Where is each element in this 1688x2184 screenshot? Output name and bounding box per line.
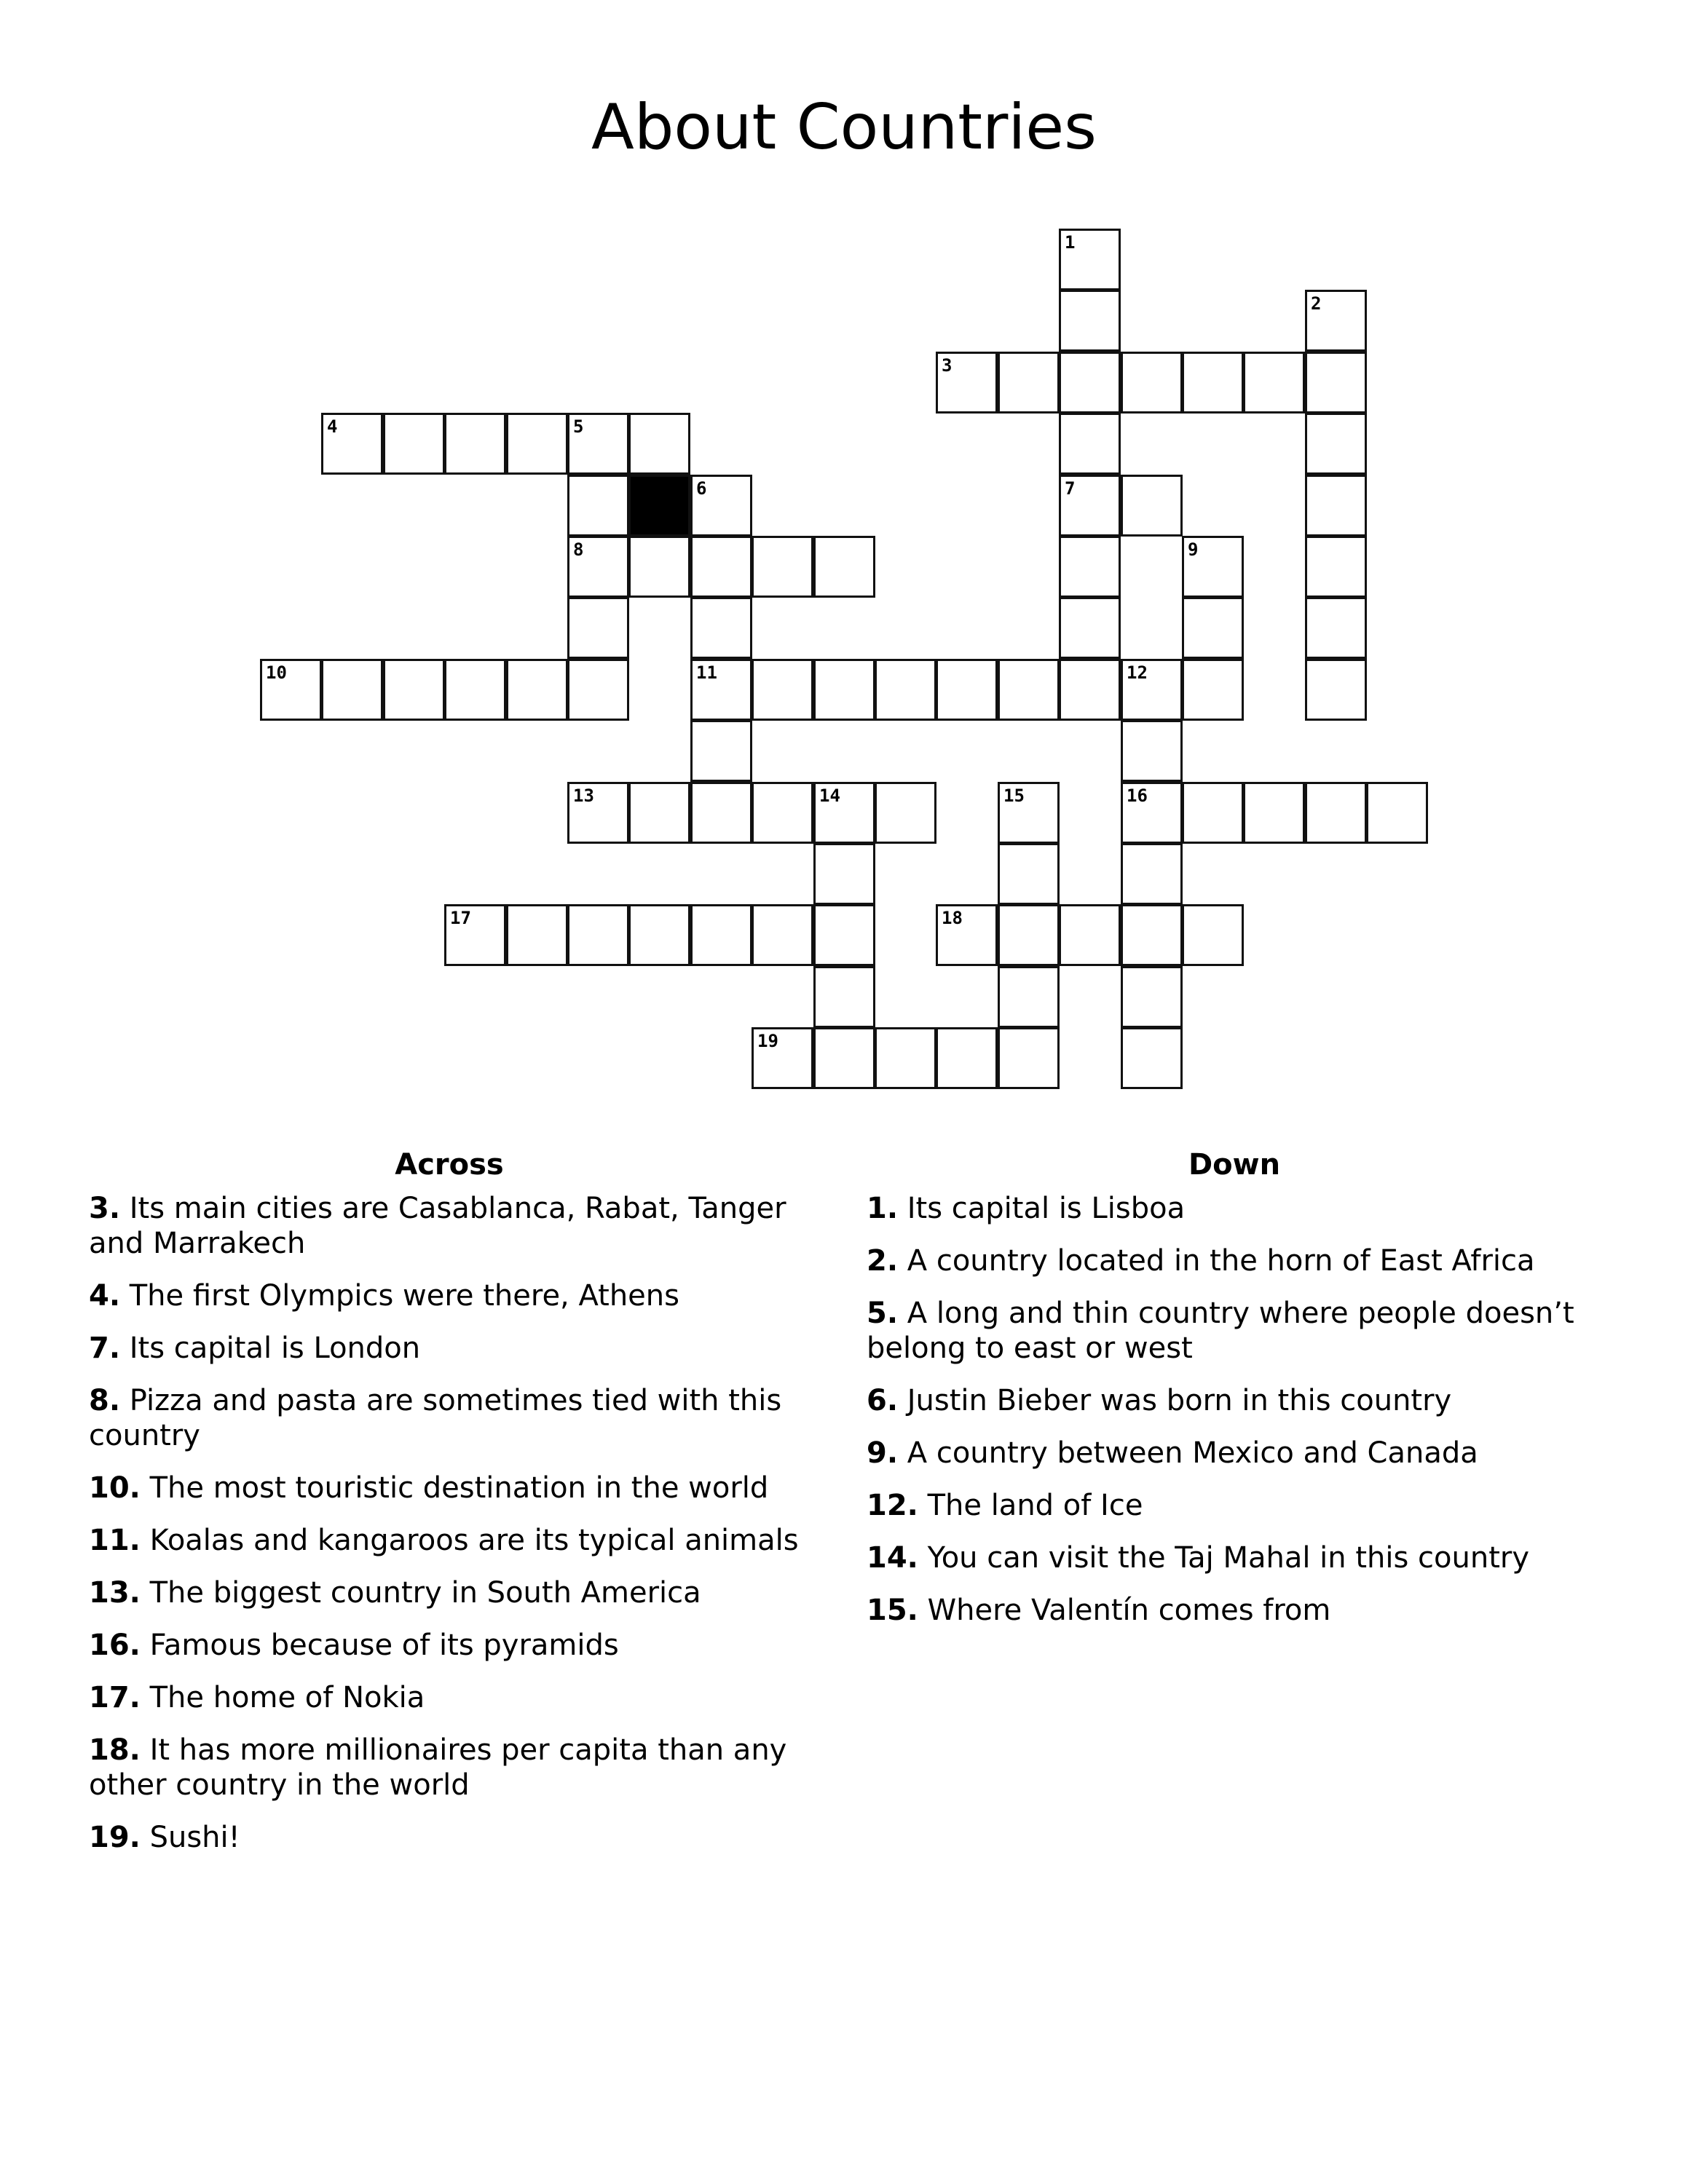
clue-text: A long and thin country where people doesn’t belong to east or west <box>867 1297 1574 1365</box>
clue-number: 8 <box>573 539 584 560</box>
grid-cell[interactable] <box>628 536 690 598</box>
clue-number: 5. <box>867 1297 899 1330</box>
clue-number: 14. <box>867 1541 918 1575</box>
across-clue <box>89 1628 810 1663</box>
clue-text: The home of Nokia <box>149 1681 425 1714</box>
grid-cell[interactable] <box>444 413 506 475</box>
grid-cell[interactable] <box>1121 904 1183 966</box>
grid-cell[interactable] <box>813 843 875 905</box>
down-clue <box>867 1593 1602 1628</box>
across-clue <box>89 1680 810 1715</box>
grid-cell[interactable] <box>1059 904 1121 966</box>
clue-text: The most touristic destination in the world <box>149 1471 769 1505</box>
across-clue <box>89 1820 810 1855</box>
across-clue <box>89 1278 810 1313</box>
grid-cell[interactable] <box>813 782 875 844</box>
clue-number: 13. <box>89 1576 141 1610</box>
clue-number: 6 <box>696 478 707 499</box>
clue-text: The biggest country in South America <box>149 1576 701 1610</box>
down-clue <box>867 1540 1602 1575</box>
clue-number: 7 <box>1065 478 1076 499</box>
grid-cell[interactable] <box>1182 904 1244 966</box>
clue-number: 9. <box>867 1436 899 1470</box>
clue-text: Famous because of its pyramids <box>149 1629 619 1662</box>
clue-number: 11 <box>696 662 717 683</box>
across-clues <box>89 1143 810 1872</box>
clue-number: 16. <box>89 1629 141 1662</box>
down-clue <box>867 1191 1602 1226</box>
grid-cell[interactable] <box>383 659 445 721</box>
grid-cell[interactable] <box>1121 966 1183 1028</box>
clue-number: 19 <box>757 1031 778 1051</box>
grid-cell[interactable] <box>690 536 752 598</box>
grid-cell[interactable] <box>1059 659 1121 721</box>
grid-cell[interactable] <box>813 904 875 966</box>
grid-cell[interactable] <box>567 413 629 475</box>
grid-cell[interactable] <box>321 413 383 475</box>
across-clue-list <box>89 1191 810 1855</box>
clue-text: Where Valentín comes from <box>927 1594 1331 1627</box>
grid-cell[interactable] <box>321 659 383 721</box>
grid-cell[interactable] <box>936 904 998 966</box>
clue-number: 11. <box>89 1524 141 1557</box>
grid-cell[interactable] <box>1243 782 1305 844</box>
grid-cell[interactable] <box>383 413 445 475</box>
clue-text: Pizza and pasta are sometimes tied with this country <box>89 1384 782 1452</box>
across-clue <box>89 1471 810 1506</box>
clue-number: 3 <box>942 355 953 376</box>
down-clues <box>867 1143 1602 1645</box>
clue-text: Its main cities are Casablanca, Rabat, Tanger and Marrakech <box>89 1192 786 1260</box>
across-clue <box>89 1733 810 1803</box>
grid-cell[interactable] <box>936 659 998 721</box>
grid-cell[interactable] <box>875 659 936 721</box>
clue-number: 2. <box>867 1244 899 1278</box>
grid-cell[interactable] <box>506 904 568 966</box>
grid-cell[interactable] <box>1305 290 1367 352</box>
clue-text: Sushi! <box>149 1821 240 1854</box>
grid-cell[interactable] <box>936 352 998 414</box>
across-clue <box>89 1575 810 1610</box>
grid-cell[interactable] <box>690 475 752 537</box>
grid-cell[interactable] <box>1182 782 1244 844</box>
across-clue <box>89 1383 810 1453</box>
grid-cell[interactable] <box>1305 782 1367 844</box>
clue-number: 1 <box>1065 232 1076 253</box>
grid-cell[interactable] <box>998 659 1060 721</box>
grid-cell[interactable] <box>998 966 1060 1028</box>
clue-number: 18. <box>89 1733 141 1767</box>
grid-cell[interactable] <box>1366 782 1428 844</box>
clue-text: The land of Ice <box>927 1489 1143 1522</box>
puzzle-title: About Countries <box>591 91 1097 164</box>
grid-cell[interactable] <box>1121 843 1183 905</box>
clue-number: 18 <box>942 908 963 928</box>
clue-number: 6. <box>867 1384 899 1417</box>
down-clue-list <box>867 1191 1602 1628</box>
clue-text: Koalas and kangaroos are its typical animals <box>149 1524 799 1557</box>
grid-cell[interactable] <box>1121 720 1183 782</box>
clue-number: 8. <box>89 1384 121 1417</box>
grid-cell[interactable] <box>1121 659 1183 721</box>
clue-text: A country between Mexico and Canada <box>907 1436 1478 1470</box>
clue-number: 12. <box>867 1489 918 1522</box>
grid-cell[interactable] <box>690 659 752 721</box>
grid-cell[interactable] <box>690 904 752 966</box>
grid-cell[interactable] <box>998 843 1060 905</box>
grid-cell[interactable] <box>567 597 629 659</box>
grid-cell[interactable] <box>690 720 752 782</box>
grid-cell[interactable] <box>875 1027 936 1089</box>
grid-cell[interactable] <box>1121 475 1183 537</box>
across-clue <box>89 1523 810 1558</box>
grid-cell[interactable] <box>813 536 875 598</box>
grid-cell[interactable] <box>1182 659 1244 721</box>
grid-cell[interactable] <box>1305 536 1367 598</box>
across-clue <box>89 1191 810 1261</box>
grid-cell[interactable] <box>260 659 322 721</box>
clue-number: 16 <box>1127 786 1148 806</box>
grid-cell[interactable] <box>1243 352 1305 414</box>
clue-number: 15. <box>867 1594 918 1627</box>
grid-cell[interactable] <box>628 904 690 966</box>
grid-cell[interactable] <box>752 782 813 844</box>
grid-cell[interactable] <box>1305 352 1367 414</box>
clue-text: The first Olympics were there, Athens <box>129 1279 679 1313</box>
clue-number: 19. <box>89 1821 141 1854</box>
grid-cell[interactable] <box>752 659 813 721</box>
grid-cell[interactable] <box>875 782 936 844</box>
grid-cell[interactable] <box>567 536 629 598</box>
grid-cell[interactable] <box>813 1027 875 1089</box>
grid-block-cell <box>628 475 690 537</box>
clue-text: A country located in the horn of East Africa <box>907 1244 1535 1278</box>
grid-cell[interactable] <box>567 475 629 537</box>
grid-cell[interactable] <box>998 904 1060 966</box>
grid-cell[interactable] <box>998 1027 1060 1089</box>
down-clue <box>867 1488 1602 1523</box>
grid-cell[interactable] <box>752 904 813 966</box>
grid-cell[interactable] <box>1121 352 1183 414</box>
across-heading: Across <box>395 1148 504 1182</box>
grid-cell[interactable] <box>936 1027 998 1089</box>
grid-cell[interactable] <box>1059 229 1121 290</box>
down-clue <box>867 1296 1602 1366</box>
clue-number: 3. <box>89 1192 121 1225</box>
grid-cell[interactable] <box>813 659 875 721</box>
grid-cell[interactable] <box>567 782 629 844</box>
grid-cell[interactable] <box>1305 597 1367 659</box>
clue-text: Its capital is London <box>129 1332 421 1365</box>
clue-text: It has more millionaires per capita than any other country in the world <box>89 1733 787 1802</box>
clue-number: 15 <box>1003 786 1025 806</box>
grid-cell[interactable] <box>567 904 629 966</box>
grid-cell[interactable] <box>1059 352 1121 414</box>
down-clue <box>867 1436 1602 1471</box>
grid-cell[interactable] <box>1182 536 1244 598</box>
clue-text: Justin Bieber was born in this country <box>907 1384 1452 1417</box>
clue-number: 2 <box>1311 293 1322 314</box>
grid-cell[interactable] <box>1121 1027 1183 1089</box>
clue-number: 13 <box>573 786 594 806</box>
grid-cell[interactable] <box>998 352 1060 414</box>
grid-cell[interactable] <box>813 966 875 1028</box>
grid-cell[interactable] <box>628 782 690 844</box>
grid-cell[interactable] <box>1182 597 1244 659</box>
grid-cell[interactable] <box>1059 536 1121 598</box>
across-clue <box>89 1331 810 1366</box>
clue-number: 10 <box>266 662 287 683</box>
grid-cell[interactable] <box>1305 659 1367 721</box>
grid-cell[interactable] <box>690 782 752 844</box>
down-heading: Down <box>1188 1148 1281 1182</box>
grid-cell[interactable] <box>444 904 506 966</box>
clue-number: 4 <box>327 416 338 437</box>
grid-cell[interactable] <box>567 659 629 721</box>
grid-cell[interactable] <box>506 413 568 475</box>
clue-number: 9 <box>1188 539 1199 560</box>
clue-number: 4. <box>89 1279 121 1313</box>
grid-cell[interactable] <box>998 782 1060 844</box>
down-clue <box>867 1243 1602 1278</box>
grid-cell[interactable] <box>1182 352 1244 414</box>
clue-text: Its capital is Lisboa <box>907 1192 1186 1225</box>
grid-cell[interactable] <box>1059 290 1121 352</box>
grid-cell[interactable] <box>506 659 568 721</box>
grid-cell[interactable] <box>1059 413 1121 475</box>
grid-cell[interactable] <box>1059 597 1121 659</box>
grid-cell[interactable] <box>1305 475 1367 537</box>
clue-number: 17 <box>450 908 471 928</box>
grid-cell[interactable] <box>1305 413 1367 475</box>
grid-cell[interactable] <box>752 1027 813 1089</box>
grid-cell[interactable] <box>628 413 690 475</box>
down-clue <box>867 1383 1602 1418</box>
grid-cell[interactable] <box>752 536 813 598</box>
grid-cell[interactable] <box>1059 475 1121 537</box>
grid-cell[interactable] <box>690 597 752 659</box>
clue-number: 10. <box>89 1471 141 1505</box>
clue-text: You can visit the Taj Mahal in this country <box>927 1541 1530 1575</box>
grid-cell[interactable] <box>444 659 506 721</box>
clue-number: 5 <box>573 416 584 437</box>
clue-number: 12 <box>1127 662 1148 683</box>
clue-number: 17. <box>89 1681 141 1714</box>
clue-number: 7. <box>89 1332 121 1365</box>
grid-cell[interactable] <box>1121 782 1183 844</box>
clue-number: 14 <box>819 786 840 806</box>
clue-number: 1. <box>867 1192 899 1225</box>
